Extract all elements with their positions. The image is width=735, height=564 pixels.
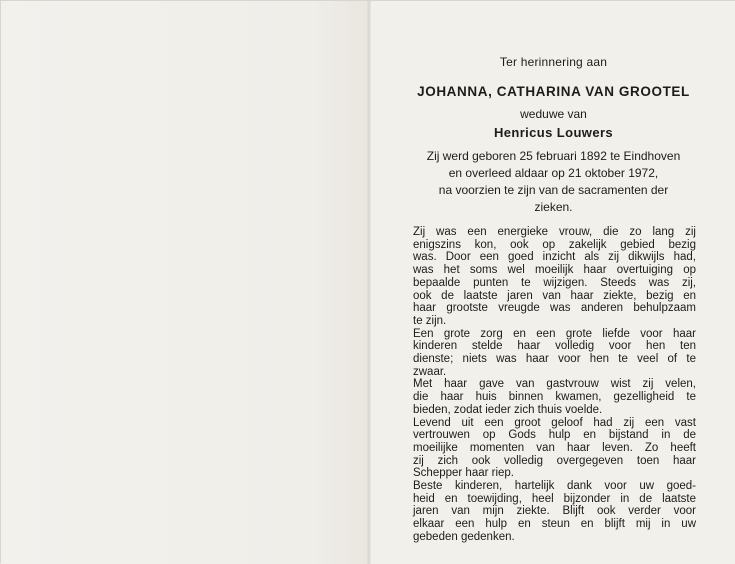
body-line: haar grootste vreugde was anderen behulpzaam (413, 302, 696, 315)
body-line: te zijn. (413, 314, 447, 327)
memorial-body (413, 226, 696, 544)
body-line: gebeden gedenken. (413, 530, 515, 543)
body-line: jaren van mijn ziekte. Blijft ook verder voor (413, 505, 696, 518)
widow-of-text: weduwe van (520, 107, 587, 121)
body-line: zij zich ook volledig overgegeven toen haar (413, 454, 696, 467)
body-line: vertrouwen op Gods hulp en bijstand in de (413, 429, 696, 442)
body-line: Beste kinderen, hartelijk dank voor uw goed- (413, 480, 696, 493)
body-line: was. Door een goed inzicht als zij dikwijls had, (413, 251, 696, 264)
body-line: Zij was een energieke vrouw, die zo lang zij (413, 226, 696, 238)
body-line: Met haar gave van gastvrouw wist zij velen, (413, 378, 696, 391)
body-line: enigszins kon, ook op zakelijk gebied bezig (413, 238, 696, 251)
body-line: bieden, zodat ieder zich thuis voelde. (413, 403, 603, 416)
body-line: elkaar een hulp en steun en blijft mij in uw (413, 518, 696, 531)
body-line: was het soms wel moeilijk haar overtuiging op (413, 264, 696, 277)
intro-text: Ter herinnering aan (499, 55, 608, 69)
body-line: dienste; niets was haar voor hen te veel of te (413, 353, 696, 366)
body-line: kinderen stelde haar volledig voor hen ten (413, 340, 696, 353)
birth-line: na voorzien te zijn van de sacramenten der (438, 183, 669, 197)
birth-line: en overleed aldaar op 21 oktober 1972, (448, 166, 659, 180)
body-line: die haar huis binnen kwamen, gezelligheid te (413, 391, 696, 404)
body-line: ook de laatste jaren van haar ziekte, bezig en (413, 289, 696, 302)
body-line: Levend uit een groot geloof had zij een vast (413, 416, 696, 429)
body-line: zwaar. (413, 365, 447, 378)
body-line: heid en toewijding, heel bijzonder in de laatste (413, 492, 696, 505)
birth-line: Zij werd geboren 25 februari 1892 te Eindhoven (426, 149, 681, 163)
birth-line: zieken. (534, 200, 573, 214)
husband-name: Henricus Louwers (493, 125, 614, 140)
body-line: Schepper haar riep. (413, 467, 515, 480)
blank-left-page (1, 1, 368, 564)
body-line: moeilijke momenten van haar leven. Zo heeft (413, 441, 696, 454)
deceased-name: JOHANNA, CATHARINA VAN GROOTEL (417, 84, 690, 99)
body-line: bepaalde punten te wijzigen. Steeds was zij, (413, 276, 696, 289)
body-line: Een grote zorg en een grote liefde voor haar (413, 327, 696, 340)
